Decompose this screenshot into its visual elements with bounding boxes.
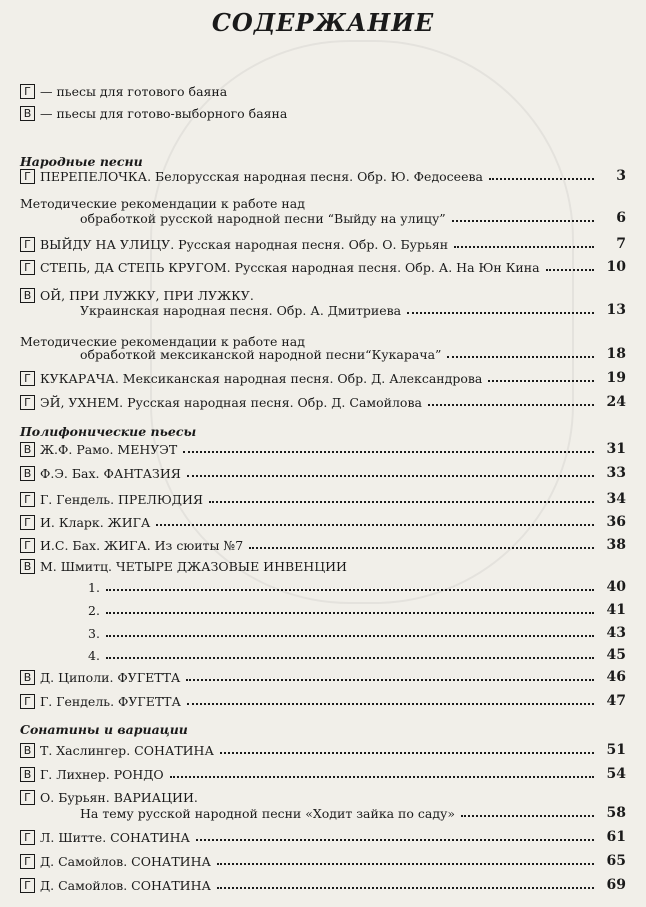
page-number: 13 [606, 302, 626, 318]
entry-text: СТЕПЬ, ДА СТЕПЬ КРУГОМ. Русская народная песня. Обр. А. На Юн Кина [40, 260, 540, 275]
toc-entry[interactable] [20, 255, 626, 275]
leader-dots [187, 703, 594, 705]
type-box: В [20, 743, 35, 758]
page-number: 38 [606, 537, 626, 553]
type-box: В [20, 559, 35, 574]
section-heading-sonatinas: Сонатины и вариации [20, 722, 188, 737]
legend-text: — пьесы для готового баяна [40, 84, 228, 99]
entry-text: Украинская народная песня. Обр. А. Дмитриева [80, 303, 402, 318]
leader-dots [106, 657, 594, 659]
entry-text: Д. Самойлов. СОНАТИНА [40, 854, 211, 869]
toc-entry[interactable] [20, 738, 626, 758]
leader-dots [217, 863, 594, 865]
leader-dots [106, 589, 594, 591]
page-number: 43 [606, 625, 626, 641]
leader-dots [452, 220, 594, 222]
entry-text: И.С. Бах. ЖИГА. Из сюиты №7 [40, 538, 244, 553]
leader-dots [183, 451, 594, 453]
entry-text: ЭЙ, УХНЕМ. Русская народная песня. Обр. Д. Самойлова [40, 395, 422, 410]
section-heading-polyphonic: Полифонические пьесы [20, 424, 197, 439]
leader-dots [489, 178, 594, 180]
page-number: 54 [606, 766, 626, 782]
page-number: 6 [616, 210, 626, 226]
entry-text: Д. Самойлов. СОНАТИНА [40, 878, 211, 893]
page-number: 18 [606, 346, 626, 362]
legend-box: В [20, 106, 35, 121]
page-number: 46 [606, 669, 626, 685]
entry-text: Г. Гендель. ФУГЕТТА [40, 694, 181, 709]
type-box: Г [20, 395, 35, 410]
toc-subentry[interactable] [88, 598, 626, 618]
entry-text: 2. [88, 603, 100, 618]
leader-dots [209, 501, 594, 503]
type-box: Г [20, 694, 35, 709]
entry-text: М. Шмитц. ЧЕТЫРЕ ДЖАЗОВЫЕ ИНВЕНЦИИ [40, 559, 347, 574]
leader-dots [220, 752, 594, 754]
type-box: В [20, 767, 35, 782]
toc-entry[interactable] [80, 206, 626, 226]
toc-entry[interactable] [20, 825, 626, 845]
entry-text: О. Бурьян. ВАРИАЦИИ. [40, 790, 198, 805]
entry-text: Л. Шитте. СОНАТИНА [40, 830, 190, 845]
page-number: 65 [606, 853, 626, 869]
toc-entry[interactable] [80, 801, 626, 821]
page-number: 40 [606, 579, 626, 595]
entry-text: Ф.Э. Бах. ФАНТАЗИЯ [40, 466, 181, 481]
type-box: В [20, 288, 35, 303]
type-box: В [20, 466, 35, 481]
entry-text: 4. [88, 648, 100, 663]
leader-dots [196, 839, 594, 841]
page-number: 36 [606, 514, 626, 530]
page-number: 19 [606, 370, 626, 386]
toc-subentry[interactable] [88, 575, 626, 595]
leader-dots [546, 269, 594, 271]
leader-dots [249, 547, 594, 549]
entry-text: Г. Лихнер. РОНДО [40, 767, 164, 782]
toc-entry[interactable] [20, 461, 626, 481]
legend-text: — пьесы для готово-выборного баяна [40, 106, 288, 121]
toc-entry-note: Методические рекомендации к работе над [20, 196, 305, 211]
type-box: Г [20, 790, 35, 805]
type-box: Г [20, 878, 35, 893]
page-number: 24 [606, 394, 626, 410]
section-heading-folk: Народные песни [20, 154, 143, 169]
toc-entry[interactable] [20, 689, 626, 709]
entry-text: Д. Циполи. ФУГЕТТА [40, 670, 181, 685]
leader-dots [407, 312, 594, 314]
legend-item-selective [20, 106, 287, 121]
type-box: В [20, 670, 35, 685]
entry-text: ПЕРЕПЕЛОЧКА. Белорусская народная песня. Обр. Ю. Федосеева [40, 169, 483, 184]
type-box: Г [20, 538, 35, 553]
entry-text: ВЫЙДУ НА УЛИЦУ. Русская народная песня. Обр. О. Бурьян [40, 237, 449, 252]
toc-entry[interactable] [20, 390, 626, 410]
page-number: 3 [616, 168, 626, 184]
type-box: Г [20, 854, 35, 869]
type-box: В [20, 442, 35, 457]
toc-entry[interactable] [20, 366, 626, 386]
type-box: Г [20, 830, 35, 845]
type-box: Г [20, 515, 35, 530]
leader-dots [461, 815, 594, 817]
page-number: 31 [606, 441, 626, 457]
entry-text: И. Кларк. ЖИГА [40, 515, 151, 530]
toc-entry[interactable] [20, 510, 626, 530]
leader-dots [186, 679, 594, 681]
toc-entry[interactable] [20, 762, 626, 782]
page-number: 69 [606, 877, 626, 893]
page-title: СОДЕРЖАНИЕ [211, 8, 435, 37]
toc-entry-note: Методические рекомендации к работе над [20, 334, 305, 349]
page-number: 45 [606, 647, 626, 663]
type-box: Г [20, 371, 35, 386]
entry-text: 1. [88, 580, 100, 595]
entry-text: Ж.Ф. Рамо. МЕНУЭТ [40, 442, 178, 457]
entry-text: КУКАРАЧА. Мексиканская народная песня. Обр. Д. Александрова [40, 371, 483, 386]
leader-dots [447, 356, 594, 358]
legend-box: Г [20, 84, 35, 99]
toc-entry[interactable] [20, 164, 626, 184]
leader-dots [488, 380, 594, 382]
toc-entry-heading[interactable] [20, 559, 347, 574]
legend-item-ready [20, 84, 227, 99]
type-box: Г [20, 169, 35, 184]
toc-entry[interactable] [20, 232, 626, 252]
page-number: 47 [606, 693, 626, 709]
type-box: Г [20, 492, 35, 507]
leader-dots [106, 612, 594, 614]
toc-subentry[interactable] [88, 621, 626, 641]
toc-entry[interactable] [20, 437, 626, 457]
entry-text: Г. Гендель. ПРЕЛЮДИЯ [40, 492, 203, 507]
type-box: Г [20, 237, 35, 252]
entry-text: 3. [88, 626, 100, 641]
page-number: 10 [606, 259, 626, 275]
page-number: 58 [606, 805, 626, 821]
leader-dots [428, 404, 594, 406]
entry-text: ОЙ, ПРИ ЛУЖКУ, ПРИ ЛУЖКУ. [40, 288, 254, 303]
leader-dots [156, 524, 594, 526]
leader-dots [217, 887, 594, 889]
entry-text: обработкой мексиканской народной песни“Кукарача” [80, 347, 442, 362]
entry-text: На тему русской народной песни «Ходит зайка по саду» [80, 806, 456, 821]
toc-entry[interactable] [20, 665, 626, 685]
toc-entry[interactable] [20, 487, 626, 507]
toc-entry[interactable] [80, 342, 626, 362]
toc-subentry[interactable] [88, 643, 626, 663]
page-number: 61 [606, 829, 626, 845]
toc-entry[interactable] [20, 533, 626, 553]
toc-entry[interactable] [80, 298, 626, 318]
entry-text: Т. Хаслингер. СОНАТИНА [40, 743, 214, 758]
page-number: 34 [606, 491, 626, 507]
leader-dots [187, 475, 594, 477]
page-number: 33 [606, 465, 626, 481]
type-box: Г [20, 260, 35, 275]
leader-dots [454, 246, 594, 248]
page-number: 41 [606, 602, 626, 618]
toc-entry[interactable] [20, 873, 626, 893]
toc-entry[interactable] [20, 849, 626, 869]
leader-dots [170, 776, 594, 778]
page-number: 7 [616, 236, 626, 252]
entry-text: обработкой русской народной песни “Выйду на улицу” [80, 211, 446, 226]
page-number: 51 [606, 742, 626, 758]
leader-dots [106, 635, 594, 637]
